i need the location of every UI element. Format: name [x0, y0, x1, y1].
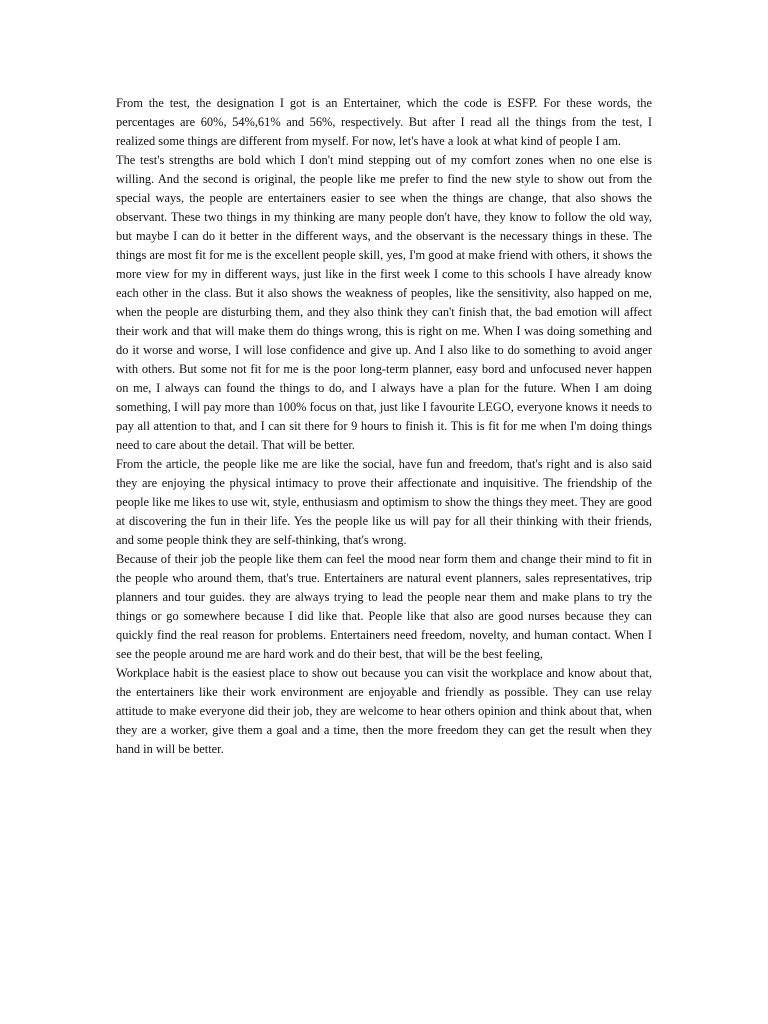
essay-body [116, 94, 652, 759]
paragraph-careers: Because of their job the people like them can feel the mood near form them and change their mind to fit in the people who around them, that's true. Entertainers are natural event planners, sales representatives, trip planners and tour guides. they are always trying to lead the people near them and make plans to try the things or go somewhere because I did like that. People like that also are good nurses because they can quickly find the real reason for problems. Entertainers need freedom, novelty, and human contact. When I see the people around me are hard work and do their best, that will be the best feeling, [116, 552, 652, 661]
paragraph-article: From the article, the people like me are like the social, have fun and freedom, that's right and is also said they are enjoying the physical intimacy to prove their affectionate and inquisitive. The friendship of the people like me likes to use wit, style, enthusiasm and optimism to show the things they meet. They are good at discovering the fun in their life. Yes the people like us will pay for all their thinking with their friends, and some people think they are self-thinking, that's wrong. [116, 457, 652, 547]
paragraph-intro: From the test, the designation I got is an Entertainer, which the code is ESFP. For these words, the percentages are 60%, 54%,61% and 56%, respectively. But after I read all the things from the test, I realized some things are different from myself. For now, let's have a look at what kind of people I am. [116, 96, 652, 148]
paragraph-workplace: Workplace habit is the easiest place to show out because you can visit the workplace and know about that, the entertainers like their work environment are enjoyable and friendly as possible. They can use relay attitude to make everyone did their job, they are welcome to hear others opinion and think about that, when they are a worker, give them a goal and a time, then the more freedom they can get the result when they hand in will be better. [116, 666, 652, 756]
paragraph-strengths: The test's strengths are bold which I don't mind stepping out of my comfort zones when no one else is willing. And the second is original, the people like me prefer to find the new style to show out from the special ways, the people are entertainers easier to see when the things are change, that also shows the observant. These two things in my thinking are many people don't have, they know to follow the old way, but maybe I can do it better in the different ways, and the observant is the necessary things in these. The things are most fit for me is the excellent people skill, yes, I'm good at make friend with others, it shows the more view for my in different ways, just like in the first week I come to this schools I have already know each other in the class. But it also shows the weakness of peoples, like the sensitivity, also happed on me, when the people are disturbing them, and they also think they can't finish that, the bad emotion will affect their work and that will make them do things wrong, this is right on me. When I was doing something and do it worse and worse, I will lose confidence and give up. And I also like to do something to avoid anger with others. But some not fit for me is the poor long-term planner, easy bord and unfocused never happen on me, I always can found the things to do, and I always have a plan for the future. When I am doing something, I will pay more than 100% focus on that, just like I favourite LEGO, everyone knows it needs to pay all attention to that, and I can sit there for 9 hours to finish it. This is fit for me when I'm doing things need to care about the detail. That will be better. [116, 153, 652, 452]
